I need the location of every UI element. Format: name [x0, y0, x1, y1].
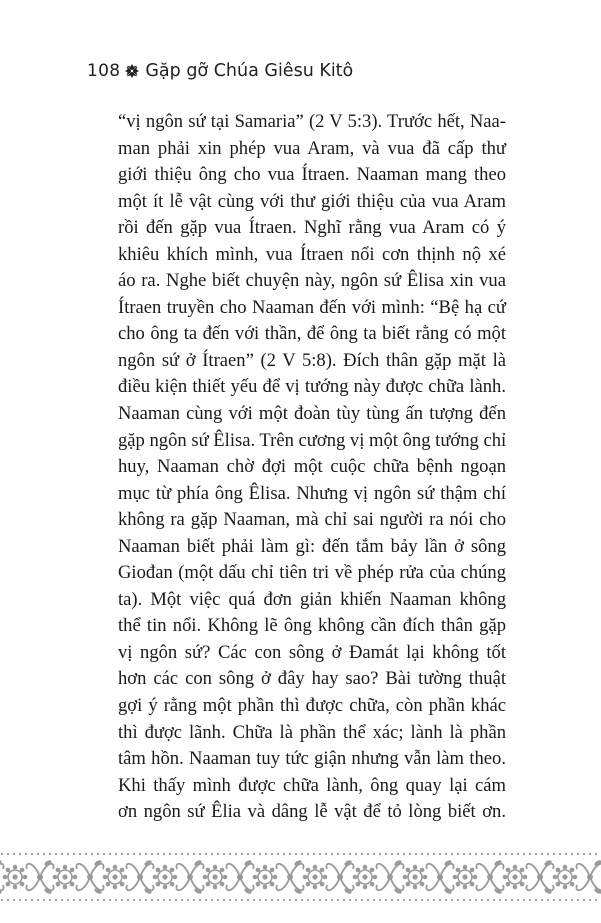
text-line: gợi ý rằng một phần thì được chữa, còn phần khác [118, 695, 506, 717]
text-line: ơn ngôn sứ Êlia và dâng lễ vật để tỏ lòng biết ơn. [118, 801, 506, 823]
page-number: 108 [87, 61, 121, 81]
text-line: Giođan (một dấu chỉ tiên tri về phép rửa của chúng [118, 562, 506, 584]
text-line: rồi đến gặp vua Ítraen. Nghĩ rằng vua Aram có ý [118, 217, 506, 239]
text-line: vị ngôn sứ? Các con sông ở Đamát lại không tốt [118, 641, 506, 663]
text-line: “vị ngôn sứ tại Samaria” (2 V 5:3). Trước hết, Naa- [118, 111, 506, 132]
running-header [87, 58, 353, 84]
text-line: điều kiện thiết yếu để vị tướng này được chữa lành. [118, 376, 506, 398]
book-title: Gặp gỡ Chúa Giêsu Kitô [145, 61, 354, 81]
text-line: Naaman biết phải làm gì: đến tắm bảy lần ở sông [118, 535, 506, 557]
text-line: Khi thấy mình được chữa lành, ông quay lại cám [118, 774, 506, 796]
text-line: man phải xin phép vua Aram, và vua đã cấp thư [118, 137, 506, 159]
maltese-cross-icon [124, 63, 140, 79]
text-line: Naaman cùng với một đoàn tùy tùng ấn tượng đến [118, 403, 506, 425]
text-line: thể tin nổi. Không lẽ ông không cần đích thân gặp [118, 615, 506, 637]
text-line: cho ông ta đến với thần, để ông ta biết rằng có một [118, 323, 506, 345]
body-paragraph [118, 109, 506, 826]
text-line: hơn các con sông ở đây hay sao? Bài tường thuật [118, 668, 506, 690]
text-line: Ítraen truyền cho Naaman đến với mình: “Bệ hạ cứ [118, 296, 506, 318]
text-line: ngôn sứ ở Ítraen” (2 V 5:8). Đích thân gặp mặt là [118, 349, 506, 371]
text-line: ta). Một việc quá đơn giản khiến Naaman không [118, 588, 506, 610]
text-line: gặp ngôn sứ Êlisa. Trên cương vị một ông tướng chỉ [118, 429, 507, 451]
text-line: giới thiệu ông cho vua Ítraen. Naaman mang theo [118, 164, 506, 186]
text-line: tâm hồn. Naaman tuy tức giận nhưng vẫn làm theo. [118, 748, 506, 770]
text-line: một ít lễ vật cùng với thư giới thiệu của vua Aram [118, 190, 506, 212]
text-line: áo ra. Nghe biết chuyện này, ngôn sứ Êlisa xin vua [118, 270, 506, 292]
floral-border-ornament [0, 851, 601, 903]
text-line: thì được lãnh. Chữa là phần thể xác; lành là phần [118, 721, 506, 743]
text-line: mục từ phía ông Êlisa. Nhưng vị ngôn sứ thậm chí [118, 482, 506, 504]
text-line: không ra gặp Naaman, mà chỉ sai người ra nói cho [118, 509, 506, 531]
text-line: huy, Naaman chờ đợi một cuộc chữa bệnh ngoạn [118, 456, 506, 478]
text-line: khiêu khích mình, vua Ítraen nổi cơn thịnh nộ xé [118, 243, 506, 265]
